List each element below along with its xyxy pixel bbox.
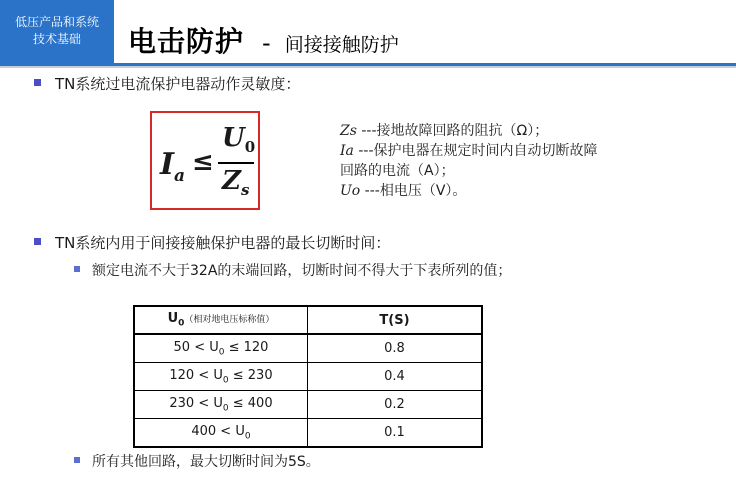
voltage-range-cell: $120 < U_0 \le 230$ (134, 363, 307, 391)
definition-ia-cont: 回路的电流（A）； (340, 163, 455, 179)
time-cell: 0.8 (307, 334, 482, 363)
header-shadow-rule (0, 66, 736, 68)
time-cell: 0.1 (307, 419, 482, 448)
time-cell: 0.2 (307, 391, 482, 419)
voltage-range-cell: $50 < U_0 \le 120$ (134, 334, 307, 363)
title-subtitle: 间接接触防护 (284, 34, 399, 56)
bullet-max-disconnect (34, 232, 390, 253)
definition-zs: Zs ---接地故障回路的阻抗（Ω）； (340, 123, 549, 139)
title-separator: - (262, 29, 271, 57)
voltage-range-cell: $230 < U_0 \le 400$ (134, 391, 307, 419)
formula-lhs: $I_a$ (160, 147, 186, 186)
bullet-sensitivity (34, 73, 300, 94)
definition-u0: Uo ---相电压（V）。 (340, 183, 467, 199)
table-header-row (134, 306, 482, 334)
formula-operator: ≤ (192, 147, 214, 177)
course-brand-block (0, 0, 114, 66)
fraction-bar (218, 162, 254, 164)
definition-ia: Ia ---保护电器在规定时间内自动切断故障 (340, 143, 598, 159)
bullet-text: TN系统内用于间接接触保护电器的最长切断时间： (55, 234, 391, 252)
sub-bullet-text: 额定电流不大于32A的末端回路，切断时间不得大于下表所列的值； (92, 263, 512, 279)
square-bullet-icon (34, 238, 41, 245)
title-main: 电击防护 (128, 25, 245, 58)
brand-line-2: 技术基础 (32, 32, 81, 46)
table-row (134, 363, 482, 391)
sub-bullet-other-circuits (74, 451, 320, 471)
symbol-definitions (340, 121, 598, 201)
header-voltage: $U_0$（相对地电压标称值） (134, 306, 307, 334)
square-bullet-icon (74, 457, 80, 463)
table-row (134, 419, 482, 448)
bullet-text: TN系统过电流保护电器动作灵敏度： (55, 75, 301, 93)
formula-denominator: $Z_s$ (222, 166, 250, 200)
brand-line-1: 低压产品和系统 (14, 15, 99, 29)
square-bullet-icon (34, 79, 41, 86)
formula-numerator: $U_0$ (222, 123, 256, 157)
sub-bullet-text: 所有其他回路，最大切断时间为5S。 (92, 454, 320, 470)
sub-bullet-final-circuit (74, 260, 511, 280)
time-cell: 0.4 (307, 363, 482, 391)
table-row (134, 334, 482, 363)
voltage-range-cell: $400 < U_0$ (134, 419, 307, 448)
disconnect-time-table (133, 305, 483, 448)
slide-title (128, 20, 399, 60)
header-time: T(S) (307, 306, 482, 334)
table-row (134, 391, 482, 419)
formula-box (150, 111, 260, 210)
square-bullet-icon (74, 266, 80, 272)
